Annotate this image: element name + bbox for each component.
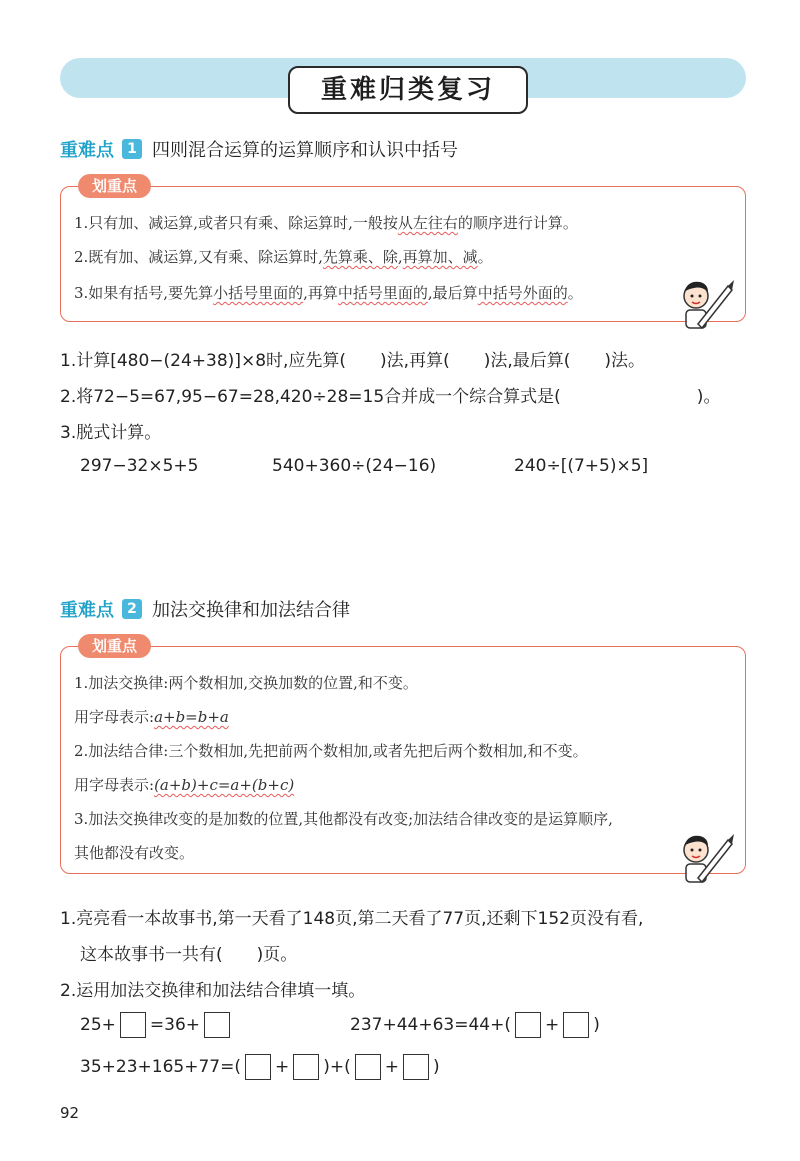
s1-k3-pre: 3.如果有括号,要先算 <box>74 284 214 302</box>
page-number: 92 <box>60 1104 80 1122</box>
s1-k3-post2: ,最后算 <box>427 284 478 302</box>
s1-k2-post: , <box>397 248 403 266</box>
s1-key-line-1 <box>74 212 578 233</box>
s1-key-line-3 <box>74 282 583 303</box>
s2-key-line-3: 2.加法结合律:三个数相加,先把前两个数相加,或者先把后两个数相加,和不变。 <box>74 742 588 760</box>
section-1-key-tag: 划重点 <box>78 174 151 198</box>
s1-question-2: 2.将72−5=67,95−67=28,420÷28=15合并成一个综合算式是( )。 <box>60 387 721 407</box>
s1-k3-post3: 。 <box>567 284 583 302</box>
fill-row-2 <box>80 1054 440 1080</box>
section-1-label: 重难点 <box>60 140 114 161</box>
s1-k2-mark: 先算乘、除 <box>322 248 398 266</box>
s1-key-line-2 <box>74 246 493 267</box>
answer-box[interactable] <box>204 1012 230 1038</box>
answer-box[interactable] <box>120 1012 146 1038</box>
fill-1b-plus: + <box>544 1015 560 1035</box>
fill-2-plus-2: + <box>384 1057 399 1077</box>
s1-k3-mark3: 中括号外面的 <box>477 284 568 302</box>
answer-box[interactable] <box>563 1012 589 1038</box>
s1-question-1: 1.计算[480−(24+38)]×8时,应先算( )法,再算( )法,最后算( )法。 <box>60 351 646 371</box>
answer-box[interactable] <box>245 1054 271 1080</box>
fill-2-plus-1: + <box>274 1057 290 1077</box>
s2-key-line-1: 1.加法交换律:两个数相加,交换加数的位置,和不变。 <box>74 674 418 692</box>
fill-1b-pre: 237+44+63=44+( <box>350 1015 511 1035</box>
s1-question-3: 3.脱式计算。 <box>60 423 162 443</box>
fill-1a-pre: 25+ <box>80 1015 116 1035</box>
s1-k2-mark2: 再算加、减 <box>402 248 478 266</box>
fill-2-end: ) <box>432 1057 440 1077</box>
fill-1b-end: ) <box>593 1015 600 1035</box>
section-2-label: 重难点 <box>60 600 114 621</box>
section-2-number: 2 <box>122 599 142 619</box>
s1-k1-post: 的顺序进行计算。 <box>457 214 578 232</box>
s2-k2-pre: 用字母表示: <box>74 708 155 726</box>
answer-box[interactable] <box>355 1054 381 1080</box>
fill-1a-mid: =36+ <box>149 1015 201 1035</box>
section-1-heading <box>60 136 458 162</box>
s1-k3-mark2: 中括号里面的 <box>337 284 428 302</box>
answer-box[interactable] <box>403 1054 429 1080</box>
answer-box[interactable] <box>515 1012 541 1038</box>
fill-row-1a <box>80 1012 234 1038</box>
section-2-key-tag: 划重点 <box>78 634 151 658</box>
commutative-formula: a+b=b+a <box>154 708 229 726</box>
fill-2-pre: 35+23+165+77=( <box>80 1057 241 1077</box>
s2-key-line-2 <box>74 706 229 727</box>
s2-question-1a: 1.亮亮看一本故事书,第一天看了148页,第二天看了77页,还剩下152页没有看, <box>60 909 644 929</box>
s1-k2-post2: 。 <box>477 248 493 266</box>
calc-expression-1: 297−32×5+5 <box>80 456 199 476</box>
fill-2-mid: )+( <box>323 1057 351 1077</box>
boy-pencil-mascot-icon <box>676 276 736 336</box>
s1-k1-pre: 1.只有加、减运算,或者只有乘、除运算时,一般按 <box>74 214 398 232</box>
s2-question-1b: 这本故事书一共有( )页。 <box>80 945 298 965</box>
s1-k2-pre: 2.既有加、减运算,又有乘、除运算时, <box>74 248 323 266</box>
associative-formula: (a+b)+c=a+(b+c) <box>154 776 295 794</box>
s2-question-2: 2.运用加法交换律和加法结合律填一填。 <box>60 981 366 1001</box>
s2-key-line-5: 3.加法交换律改变的是加数的位置,其他都没有改变;加法结合律改变的是运算顺序, <box>74 810 613 828</box>
section-2-heading <box>60 596 350 622</box>
s2-key-line-4 <box>74 774 294 795</box>
s2-key-line-6: 其他都没有改变。 <box>74 844 195 862</box>
s2-k4-pre: 用字母表示: <box>74 776 155 794</box>
s1-k3-mark: 小括号里面的 <box>213 284 304 302</box>
section-2-topic: 加法交换律和加法结合律 <box>152 600 350 621</box>
calc-expression-3: 240÷[(7+5)×5] <box>514 456 649 476</box>
s1-k1-mark: 从左往右 <box>397 214 458 232</box>
answer-box[interactable] <box>293 1054 319 1080</box>
fill-row-1b <box>350 1012 600 1038</box>
section-1-number: 1 <box>122 139 142 159</box>
s1-k3-post: ,再算 <box>303 284 338 302</box>
boy-pencil-mascot-icon-2 <box>676 830 736 890</box>
section-1-topic: 四则混合运算的运算顺序和认识中括号 <box>152 140 458 161</box>
page-title: 重难归类复习 <box>288 66 528 114</box>
calc-expression-2: 540+360÷(24−16) <box>272 456 437 476</box>
